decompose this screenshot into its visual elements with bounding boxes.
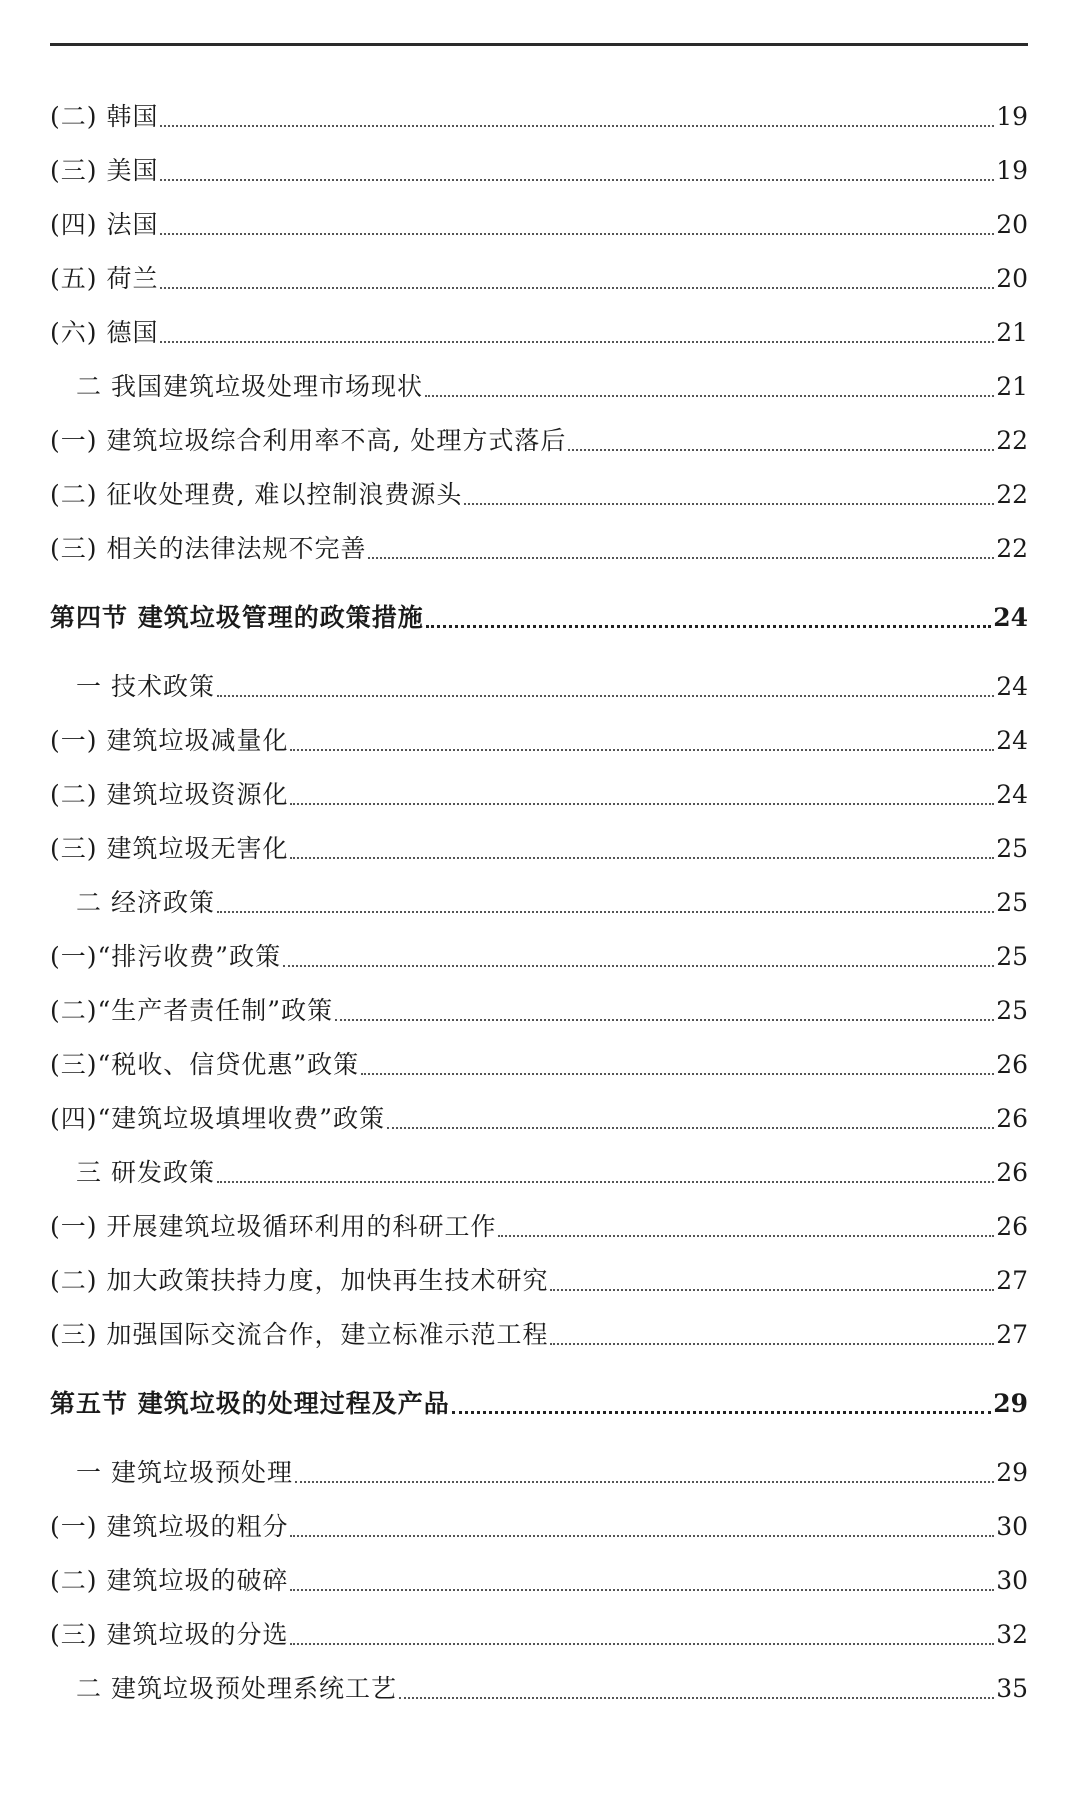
toc-entry-page: 25	[996, 888, 1028, 917]
toc-entry[interactable]	[50, 316, 1028, 350]
toc-entry[interactable]	[50, 532, 1028, 566]
toc-entry-label: (三) 建筑垃圾的分选	[50, 1620, 289, 1649]
toc-entry[interactable]	[50, 724, 1028, 758]
toc-entry-label: (三) 美国	[50, 156, 159, 185]
dot-leader	[283, 965, 994, 967]
toc-entry[interactable]	[76, 1156, 1028, 1190]
toc-entry-page: 26	[996, 1050, 1028, 1079]
toc-entry-label: (一) 建筑垃圾综合利用率不高, 处理方式落后	[50, 426, 567, 455]
toc-entry-page: 25	[996, 996, 1028, 1025]
toc-entry-page: 29	[996, 1458, 1028, 1487]
toc-entry[interactable]	[50, 1048, 1028, 1082]
toc-section-heading[interactable]	[50, 1387, 1028, 1421]
toc-entry-label: (一)“排污收费”政策	[50, 942, 282, 971]
toc-entry-label: (三)“税收、信贷优惠”政策	[50, 1050, 360, 1079]
toc-entry[interactable]	[50, 424, 1028, 458]
toc-entry[interactable]	[50, 262, 1028, 296]
dot-leader	[399, 1697, 994, 1699]
dot-leader	[290, 803, 994, 805]
toc-entry[interactable]	[50, 778, 1028, 812]
toc-entry[interactable]	[76, 886, 1028, 920]
toc-entry-label: (六) 德国	[50, 318, 159, 347]
toc-entry-page: 32	[996, 1620, 1028, 1649]
toc-entry-label: (二) 韩国	[50, 102, 159, 131]
dot-leader	[290, 1643, 994, 1645]
dot-leader	[217, 911, 994, 913]
toc-entry-page: 19	[996, 102, 1028, 131]
toc-entry-page: 21	[996, 372, 1028, 401]
toc-entry[interactable]	[50, 1102, 1028, 1136]
toc-entry[interactable]	[50, 208, 1028, 242]
toc-entry-label: 第四节 建筑垃圾管理的政策措施	[50, 603, 424, 632]
toc-entry-label: (二) 征收处理费, 难以控制浪费源头	[50, 480, 463, 509]
dot-leader	[550, 1289, 994, 1291]
toc-entry[interactable]	[76, 1456, 1028, 1490]
toc-entry[interactable]	[50, 1618, 1028, 1652]
toc-entry[interactable]	[50, 1510, 1028, 1544]
toc-entry[interactable]	[76, 370, 1028, 404]
toc-entry-label: (二)“生产者责任制”政策	[50, 996, 334, 1025]
dot-leader	[160, 287, 994, 289]
toc-entry[interactable]	[50, 1210, 1028, 1244]
toc-entry-page: 21	[996, 318, 1028, 347]
toc-entry[interactable]	[50, 100, 1028, 134]
toc-entry-page: 29	[993, 1389, 1028, 1418]
toc-entry-page: 26	[996, 1158, 1028, 1187]
toc-entry-label: (二) 建筑垃圾的破碎	[50, 1566, 289, 1595]
toc-entry-label: (一) 建筑垃圾的粗分	[50, 1512, 289, 1541]
toc-entry-label: (四) 法国	[50, 210, 159, 239]
toc-entry-page: 30	[996, 1512, 1028, 1541]
dot-leader	[464, 503, 994, 505]
toc-entry[interactable]	[50, 1264, 1028, 1298]
dot-leader	[290, 1535, 994, 1537]
dot-leader	[290, 1589, 994, 1591]
toc-entry-label: (一) 建筑垃圾减量化	[50, 726, 289, 755]
dot-leader	[160, 233, 994, 235]
toc-entry-page: 19	[996, 156, 1028, 185]
toc-entry-label: 一 技术政策	[76, 672, 215, 701]
dot-leader	[290, 857, 994, 859]
toc-entry-label: (三) 建筑垃圾无害化	[50, 834, 289, 863]
toc-entry-label: (五) 荷兰	[50, 264, 159, 293]
dot-leader	[498, 1235, 994, 1237]
toc-entry[interactable]	[76, 1672, 1028, 1706]
toc-entry[interactable]	[50, 1564, 1028, 1598]
toc-entry-page: 20	[996, 210, 1028, 239]
toc-entry-label: 二 经济政策	[76, 888, 215, 917]
toc-entry[interactable]	[50, 1318, 1028, 1352]
toc-entry-page: 20	[996, 264, 1028, 293]
toc-entry-label: 一 建筑垃圾预处理	[76, 1458, 293, 1487]
dot-leader	[550, 1343, 994, 1345]
toc-entry-page: 22	[996, 480, 1028, 509]
toc-entry-page: 25	[996, 834, 1028, 863]
toc-entry[interactable]	[50, 994, 1028, 1028]
toc-entry-page: 22	[996, 534, 1028, 563]
dot-leader	[425, 395, 994, 397]
toc-entry-page: 24	[996, 780, 1028, 809]
toc-entry[interactable]	[50, 154, 1028, 188]
toc-entry[interactable]	[76, 670, 1028, 704]
toc-entry-label: (四)“建筑垃圾填埋收费”政策	[50, 1104, 386, 1133]
toc-entry-page: 24	[996, 672, 1028, 701]
dot-leader	[568, 449, 994, 451]
toc-entry-page: 30	[996, 1566, 1028, 1595]
dot-leader	[295, 1481, 994, 1483]
toc-entry-page: 24	[993, 603, 1028, 632]
toc-entry-page: 22	[996, 426, 1028, 455]
dot-leader	[217, 695, 994, 697]
dot-leader	[361, 1073, 994, 1075]
toc-entry-label: (一) 开展建筑垃圾循环利用的科研工作	[50, 1212, 497, 1241]
dot-leader	[426, 625, 991, 628]
toc-entry-page: 27	[996, 1320, 1028, 1349]
toc-entry-page: 26	[996, 1212, 1028, 1241]
toc-section-heading[interactable]	[50, 601, 1028, 635]
toc-entry[interactable]	[50, 478, 1028, 512]
dot-leader	[160, 341, 994, 343]
dot-leader	[368, 557, 994, 559]
dot-leader	[217, 1181, 994, 1183]
toc-entry[interactable]	[50, 832, 1028, 866]
toc-entry[interactable]	[50, 940, 1028, 974]
toc-entry-label: (二) 加大政策扶持力度，加快再生技术研究	[50, 1266, 549, 1295]
toc-entry-label: 三 研发政策	[76, 1158, 215, 1187]
toc-entry-page: 35	[996, 1674, 1028, 1703]
toc-entry-label: 二 我国建筑垃圾处理市场现状	[76, 372, 423, 401]
toc-entry-page: 24	[996, 726, 1028, 755]
header-rule	[50, 43, 1028, 46]
toc-entry-label: 第五节 建筑垃圾的处理过程及产品	[50, 1389, 450, 1418]
dot-leader	[387, 1127, 994, 1129]
toc-entry-label: (二) 建筑垃圾资源化	[50, 780, 289, 809]
toc-entry-label: 二 建筑垃圾预处理系统工艺	[76, 1674, 397, 1703]
toc-entry-page: 26	[996, 1104, 1028, 1133]
toc-entry-label: (三) 加强国际交流合作，建立标准示范工程	[50, 1320, 549, 1349]
toc-entry-page: 27	[996, 1266, 1028, 1295]
dot-leader	[160, 179, 994, 181]
dot-leader	[335, 1019, 994, 1021]
dot-leader	[452, 1411, 991, 1414]
toc-entry-label: (三) 相关的法律法规不完善	[50, 534, 367, 563]
toc-entry-page: 25	[996, 942, 1028, 971]
dot-leader	[160, 125, 994, 127]
dot-leader	[290, 749, 994, 751]
